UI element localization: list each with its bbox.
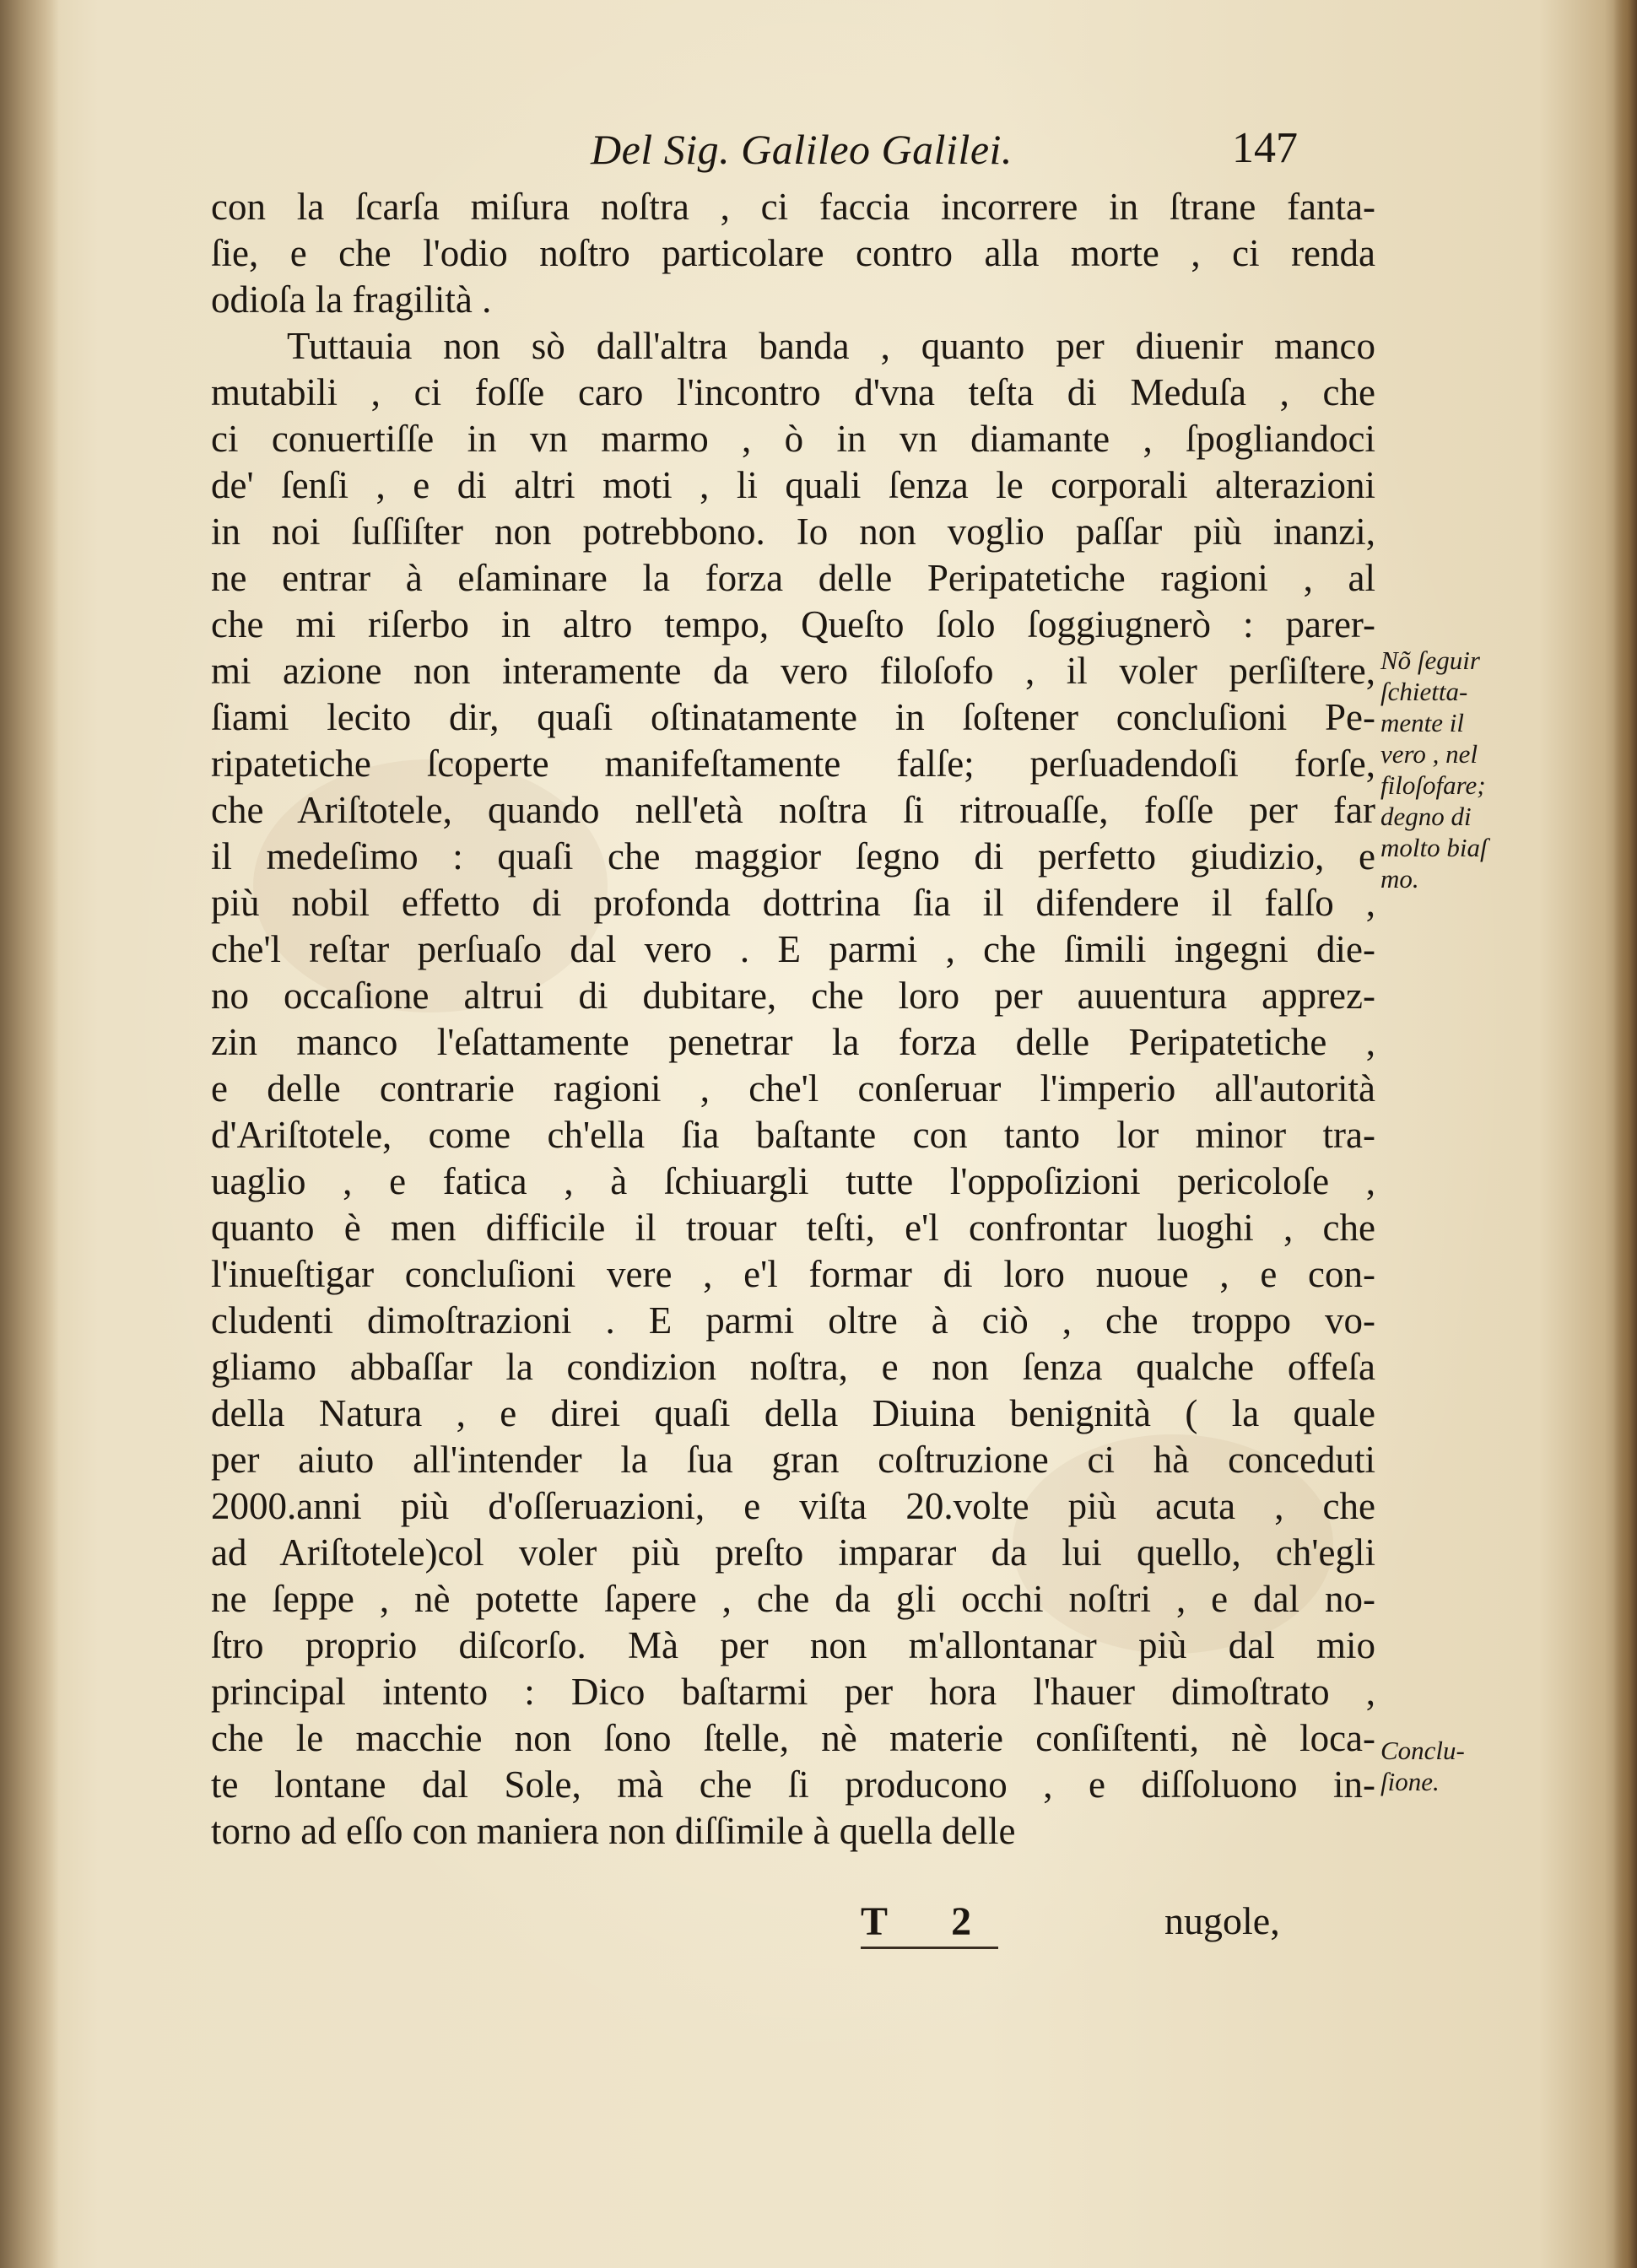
text-line: odioſa la fragilità . (211, 278, 492, 321)
text-line: ſtro proprio diſcorſo. Mà per non m'allontanar più dal mio (211, 1624, 1375, 1666)
text-line: e delle contrarie ragioni , che'l conſeruar l'imperio all'autorità (211, 1067, 1375, 1110)
binding-gutter (0, 0, 59, 2268)
text-line: che Ariſtotele, quando nell'età noſtra ſi ritrouaſſe, foſſe per far (211, 789, 1375, 831)
page-header (591, 125, 1367, 176)
text-line: ſie, e che l'odio noſtro particolare contro alla morte , ci renda (211, 232, 1375, 274)
text-line: Tuttauia non sò dall'altra banda , quanto per diuenir manco (287, 325, 1375, 367)
marginal-note-line: Conclu- (1380, 1736, 1465, 1765)
text-line: principal intento : Dico baſtarmi per hora l'hauer dimoſtrato , (211, 1671, 1375, 1713)
text-line: zin manco l'eſattamente penetrar la forza delle Peripatetiche , (211, 1021, 1375, 1063)
text-line: ci conuertiſſe in vn marmo , ò in vn diamante , ſpogliandoci (211, 418, 1375, 460)
text-line: per aiuto all'intender la ſua gran coſtruzione ci hà conceduti (211, 1439, 1375, 1481)
text-line: ripatetiche ſcoperte manifeſtamente falſe; perſuadendoſi forſe, (211, 742, 1375, 785)
text-line: mi azione non interamente da vero filoſofo , il voler perſiſtere, (211, 650, 1375, 692)
text-line: de' ſenſi , e di altri moti , li quali ſenza le corporali alterazioni (211, 464, 1375, 506)
marginal-note (1380, 645, 1488, 894)
marginal-note-line: mo. (1380, 864, 1419, 894)
text-line: 2000.anni più d'oſſeruazioni, e viſta 20.volte più acuta , che (211, 1485, 1375, 1527)
text-line: quanto è men difficile il trouar teſti, e'l confrontar luoghi , che (211, 1207, 1375, 1249)
marginal-note-line: filoſofare; (1380, 770, 1486, 800)
text-line: ne ſeppe , nè potette ſapere , che da gli occhi noſtri , e dal no- (211, 1578, 1375, 1620)
signature-mark: T 2 (861, 1898, 998, 1949)
text-line: ſiami lecito dir, quaſi oſtinatamente in ſoſtener concluſioni Pe- (211, 696, 1375, 738)
text-line: te lontane dal Sole, mà che ſi producono , e diſſoluono in- (211, 1763, 1375, 1806)
marginal-note-line: ſione. (1380, 1767, 1440, 1796)
marginal-note-line: degno di (1380, 802, 1472, 831)
marginal-note-line: molto biaſ (1380, 833, 1488, 862)
text-line: che mi riſerbo in altro tempo, Queſto ſolo ſoggiugnerò : parer- (211, 603, 1375, 645)
page-footer (844, 1898, 1316, 1958)
text-line: no occaſione altrui di dubitare, che loro per auuentura apprez- (211, 975, 1375, 1017)
text-line: d'Ariſtotele, come ch'ella ſia baſtante con tanto lor minor tra- (211, 1114, 1375, 1156)
page-number: 147 (1232, 124, 1298, 172)
catchword: nugole, (1164, 1899, 1280, 1942)
page-edge (1613, 0, 1637, 2268)
text-line: torno ad eſſo con maniera non diſſimile à quella delle (211, 1810, 1016, 1852)
text-line: in noi ſuſſiſter non potrebbono. Io non voglio paſſar più inanzi, (211, 510, 1375, 553)
main-text-block (211, 184, 1375, 1855)
text-line: gliamo abbaſſar la condizion noſtra, e non ſenza qualche offeſa (211, 1346, 1375, 1388)
marginal-note-line: mente il (1380, 708, 1464, 737)
marginal-note-line: ſchietta- (1380, 677, 1468, 706)
text-line: il medeſimo : quaſi che maggior ſegno di perfetto giudizio, e (211, 835, 1375, 878)
marginal-note-line: Nõ ſeguir (1380, 645, 1480, 675)
text-line: l'inueſtigar concluſioni vere , e'l formar di loro nuoue , e con- (211, 1253, 1375, 1295)
text-line: ad Ariſtotele)col voler più preſto imparar da lui quello, ch'egli (211, 1531, 1375, 1574)
text-line: che le macchie non ſono ſtelle, nè materie conſiſtenti, nè loca- (211, 1717, 1375, 1759)
running-title: Del Sig. Galileo Galilei. (591, 126, 1013, 173)
text-line: che'l reſtar perſuaſo dal vero . E parmi , che ſimili ingegni die- (211, 928, 1375, 970)
text-line: più nobil effetto di profonda dottrina ſia il difendere il falſo , (211, 882, 1375, 924)
text-line: cludenti dimoſtrazioni . E parmi oltre à ciò , che troppo vo- (211, 1299, 1375, 1342)
text-line: mutabili , ci foſſe caro l'incontro d'vna teſta di Meduſa , che (211, 371, 1375, 413)
text-line: della Natura , e direi quaſi della Diuina benignità ( la quale (211, 1392, 1375, 1434)
text-line: ne entrar à eſaminare la forza delle Peripatetiche ragioni , al (211, 557, 1375, 599)
marginal-note-line: vero , nel (1380, 739, 1478, 769)
text-line: uaglio , e fatica , à ſchiuargli tutte l'oppoſizioni pericoloſe , (211, 1160, 1375, 1202)
text-line: con la ſcarſa miſura noſtra , ci faccia incorrere in ſtrane fanta- (211, 186, 1375, 228)
marginal-note (1380, 1735, 1465, 1797)
